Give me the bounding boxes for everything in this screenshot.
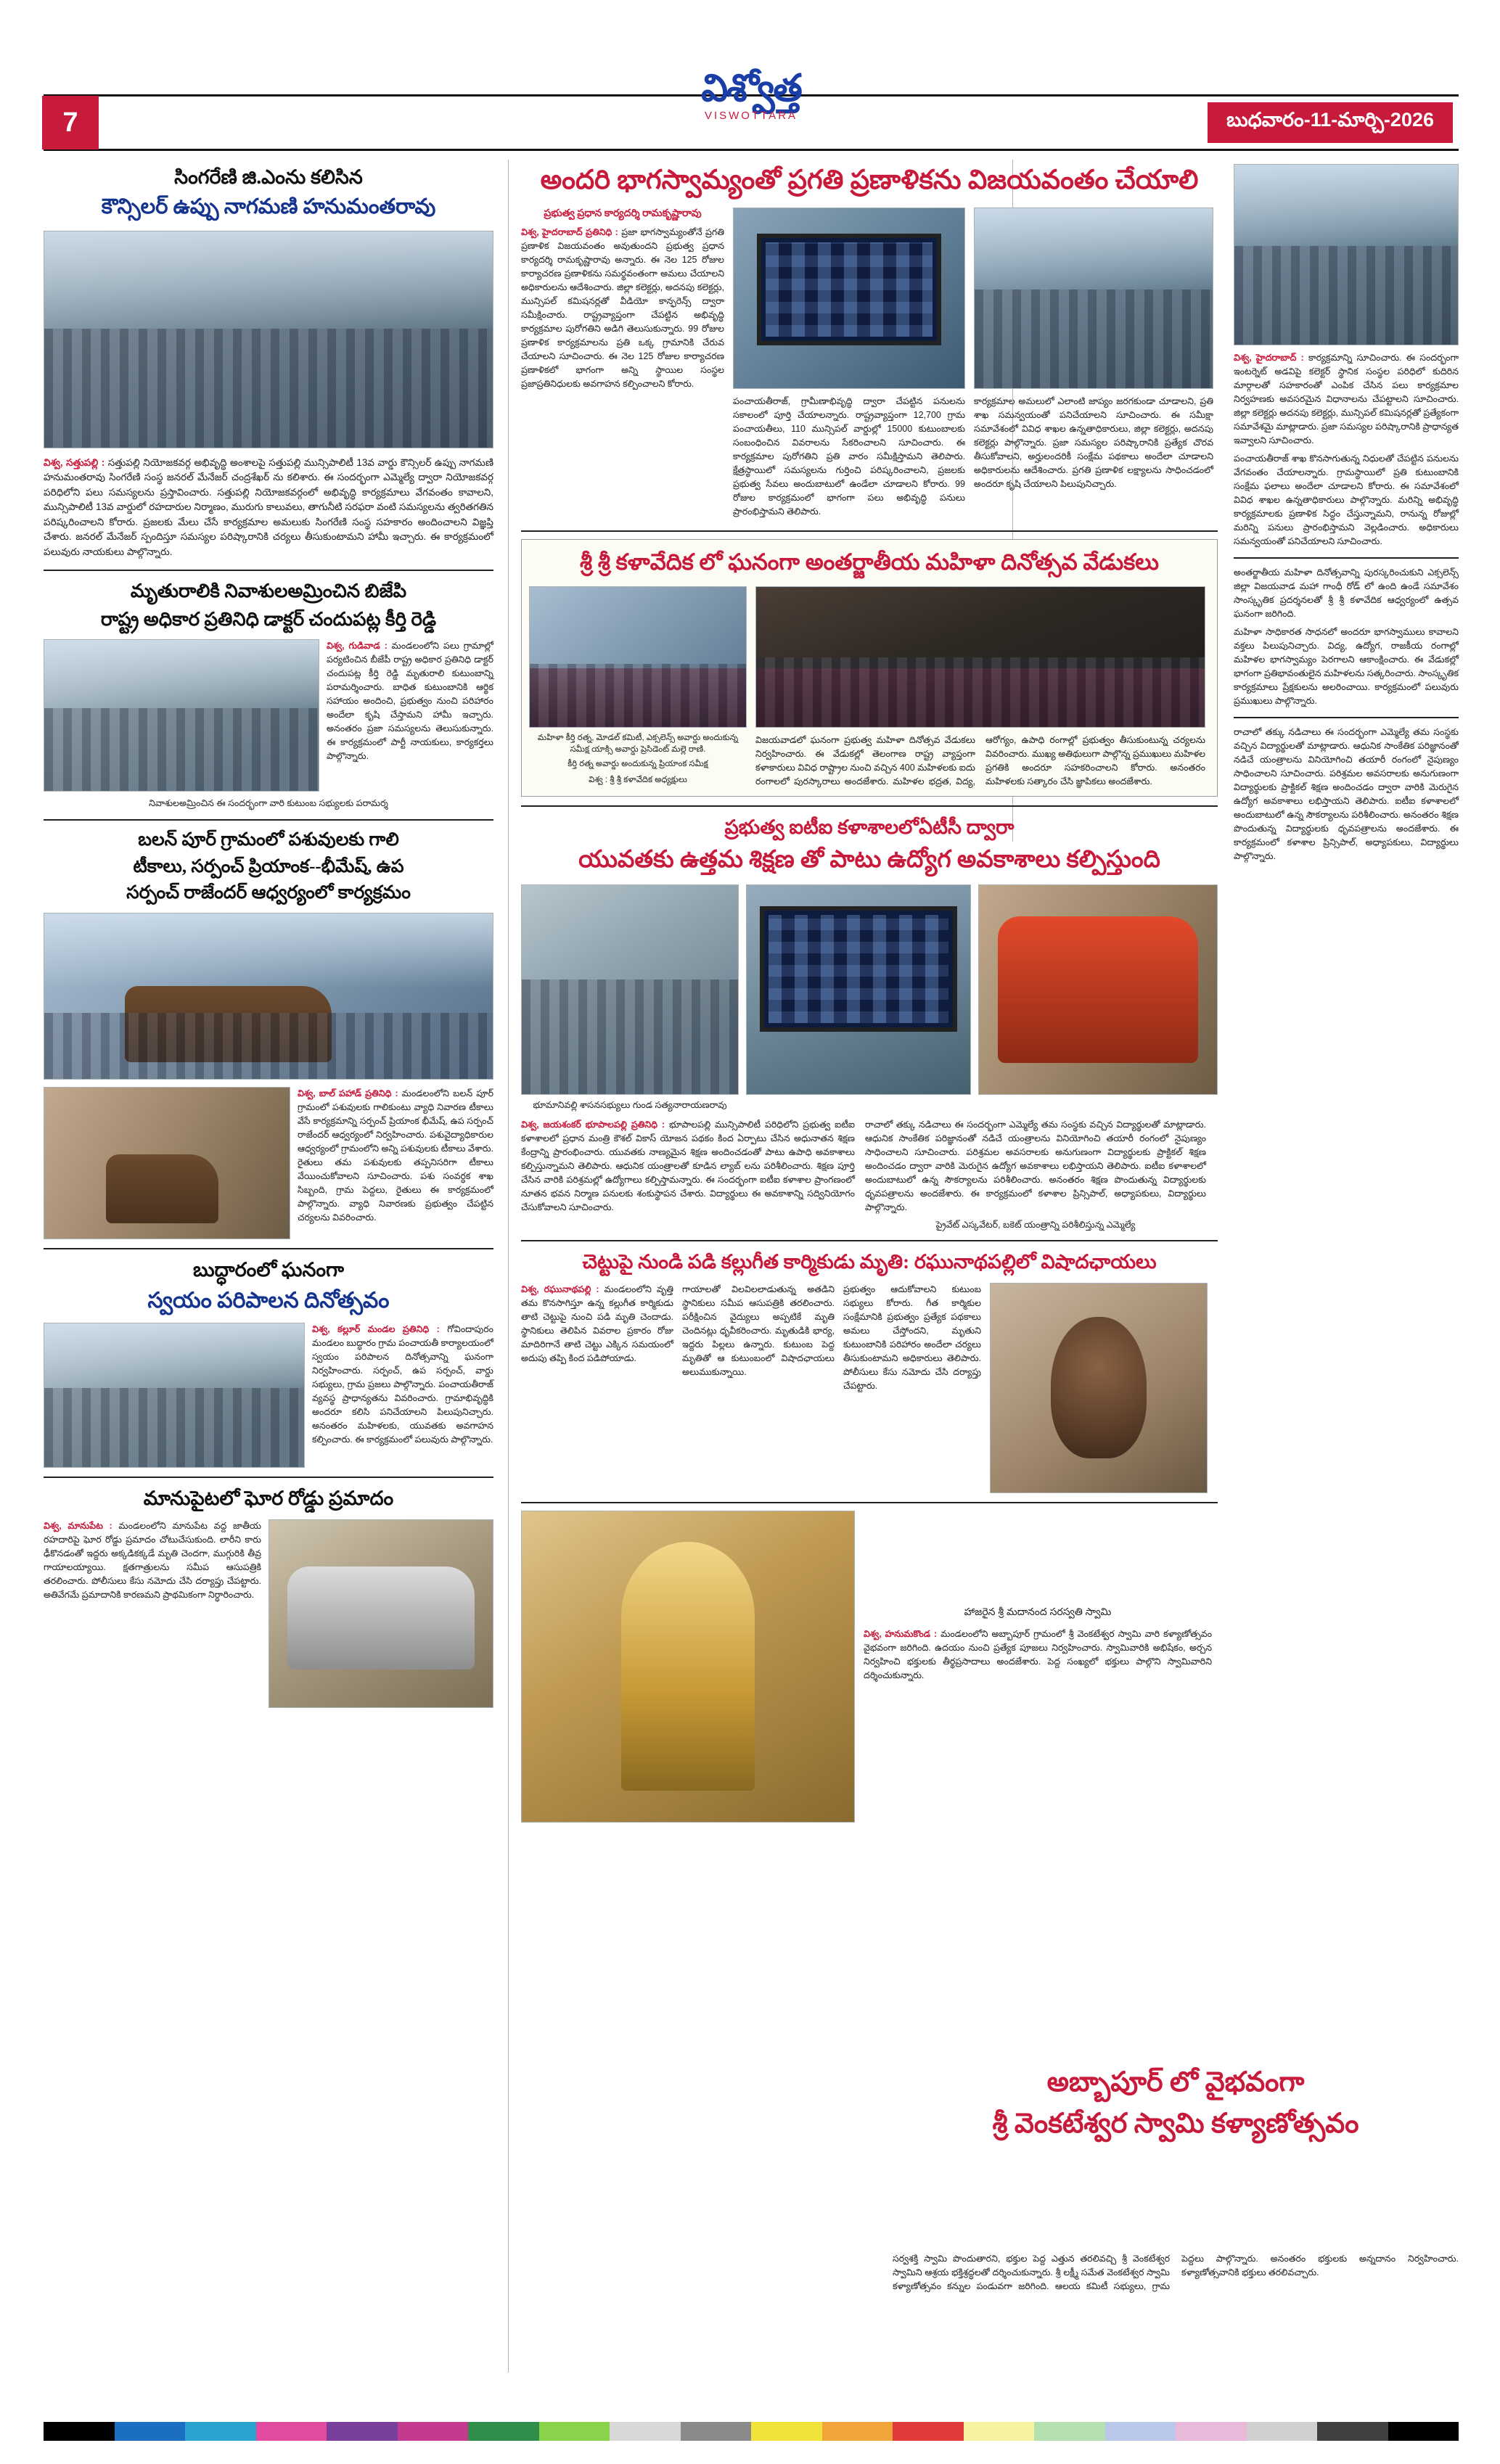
- center-top-col1: ప్రజా భాగస్వామ్యంతోనే ప్రగతి ప్రణాళిక విజయవంతం అవుతుందని ప్రభుత్వ ప్రధాన కార్యదర్శి రామకృష్ణారావు అన్నారు. ఈ నెల 125 రోజుల కార్యాచరణ ప్రణాళికను సమర్థవంతంగా అమలు చేయాలని అధికారులను ఆదేశించారు. జిల్లా కలెక్టర్లు, అదనపు కలెక్టర్లు, మున్సిపల్ కమిషనర్లతో వీడియో కాన్ఫరెన్స్ ద్వారా సమీక్షించారు. రాష్ట్రవ్యాప్తంగా చేపట్టిన అభివృద్ధి కార్యక్రమాల పురోగతిని అడిగి తెలుసుకున్నారు. 99 రోజుల ప్రణాళిక కార్యక్రమాలను ప్రతి ఒక్క గ్రామానికి చేరువ చేయాలని సూచించారు. ఈ నెల 125 రోజుల కార్యాచరణ ప్రణాళికలో భాగంగా అన్ని స్థాయిల సంస్థల ప్రజాప్రతినిధులకు అవగాహన కల్పించాలని కోరారు.: [521, 227, 724, 390]
- iti-kicker: ప్రభుత్వ ఐటీఐ కళాశాలలోఏటీసీ ద్వారా: [724, 816, 1015, 839]
- article-3-dateline: విశ్వ, బాల్ పహాడ్ ప్రతినిధి :: [298, 1088, 398, 1099]
- divider: [521, 805, 1218, 807]
- divider: [521, 1240, 1218, 1241]
- temple-headline-line2: శ్రీ వెంకటేశ్వర స్వామి కళ్యాణోత్సవం: [992, 2108, 1359, 2140]
- article-5-headline: మానుపైటలో ఘోర రోడ్డు ప్రమాదం: [143, 1487, 394, 1510]
- temple-headline-line1: అబ్బాపూర్ లో వైభవంగా: [1046, 2067, 1305, 2098]
- womens-day-photo-1: [529, 586, 747, 728]
- center-top-photo-2: [974, 208, 1213, 389]
- womens-day-caption-1: మహిళా కీర్తి రత్న, మోడల్ కమిటీ, ఎక్సలెన్స్ అవార్డు అందుకున్న సమీక్ష యాక్సి అవార్డు ప్రెసిడెంట్ మల్లె రాణి.: [537, 734, 739, 755]
- article-3-headline-line1: బలన్ పూర్ గ్రామంలో పశువులకు గాలి: [138, 829, 399, 850]
- center-top-col3: కార్యక్రమాల అమలులో ఎలాంటి జాప్యం జరగకుండా చూడాలని, ప్రతి శాఖ సమన్వయంతో పనిచేయాలని సూచించారు. ఈ సమీక్షా సమావేశంలో వివిధ శాఖల ఉన్నతాధికారులు, జిల్లా కలెక్టర్లు, అదనపు కలెక్టర్లు పాల్గొన్నారు. ప్రజా సమస్యల పరిష్కారానికి ప్రత్యేక చొరవ తీసుకోవాలని, అర్హులందరికీ సంక్షేమ పథకాలు అందేలా చూడాలని అధికారులను ఆదేశించారు. ప్రగతి ప్రణాళిక లక్ష్యాలను సాధించడంలో అందరూ కృషి చేయాలని పిలుపునిచ్చారు.: [974, 396, 1213, 490]
- article-self-governance-day: [44, 1257, 493, 1468]
- right-mid-text-1: అంతర్జాతీయ మహిళా దినోత్సవాన్ని పురస్కరించుకుని ఎక్సలెన్స్ జిల్లా విజయవాడ మహా గాంధీ రోడ్ లో ఉంది ఉండే సమావేశం సాంస్కృతిక ప్రదర్శనలతో శ్రీ శ్రీ కళావేదిక ఆధ్వర్యంలో ఉత్సవ ఘనంగా జరిగింది.: [1234, 567, 1459, 619]
- article-road-accident: [44, 1485, 493, 1707]
- article-4-photo: [44, 1323, 305, 1468]
- toddy-photo: [990, 1283, 1208, 1493]
- toddy-col2: గాయాలతో విలవిలలాడుతున్న అతడిని స్థానికులు సమీప ఆసుపత్రికి తరలించారు. పరీక్షించిన వైద్యులు అప్పటికే మృతి చెందినట్లు ధృవీకరించారు. మృతుడికి భార్య, ఇద్దరు పిల్లలు ఉన్నారు. కుటుంబ పెద్ద మృతితో ఆ కుటుంబంలో విషాదఛాయలు అలుముకున్నాయి.: [682, 1284, 835, 1377]
- article-4-dateline: విశ్వ, కల్లూర్ మండల ప్రతినిధి :: [312, 1324, 440, 1335]
- divider: [44, 819, 493, 821]
- center-top-headline: అందరి భాగస్వామ్యంతో ప్రగతి ప్రణాళికను విజయవంతం చేయాలి: [540, 165, 1199, 195]
- newspaper-logo: [701, 70, 801, 122]
- article-3-headline-line2: టీకాలు, సర్పంచ్ ప్రియాంక--భీమేష్, ఉప: [133, 856, 404, 876]
- logo-sub-text: VISWOTTARA: [704, 110, 798, 122]
- right-top-col1: కార్యక్రమాన్ని సూచించారు. ఈ సందర్భంగా ఇంటర్నెట్ అడవిపై కలెక్టర్ స్థానిక సంస్థల పరిధిలో కుదిరిన మార్గాలతో సహకారంతో ఎంపిక చేసిన పలు కార్యక్రమాల నిర్వహణకు అవసరమైన విధానాలను చేపట్టాలని సూచించారు. జిల్లా కలెక్టర్లు అదనపు కలెక్టర్లు, మున్సిపల్ కమిషనర్లతో ప్రత్యేకంగా సమావేశమై మాట్లాడారు. ప్రజా సమస్యల పరిష్కారానికి ప్రాధాన్యత ఇవ్వాలని సూచించారు.: [1234, 353, 1459, 445]
- article-singareni-gm: [44, 164, 493, 559]
- divider: [1234, 557, 1459, 559]
- article-1-photo: [44, 231, 493, 448]
- article-5-photo: [269, 1519, 493, 1708]
- temple-body-left: మండలంలోని అబ్బాపూర్ గ్రామంలో శ్రీ వెంకటేశ్వర స్వామి వారి కళ్యాణోత్సవం వైభవంగా జరిగింది. ఉదయం నుంచి ప్రత్యేక పూజలు నిర్వహించారు. స్వామివారికి అభిషేకం, అర్చన నిర్వహించి భక్తులకు తీర్థప్రసాదాలు అందజేశారు. పెద్ద సంఖ్యలో భక్తులు పాల్గొని స్వామివారిని దర్శించుకున్నారు.: [864, 1629, 1212, 1681]
- temple-swami-caption: హాజరైన శ్రీ మదానంద సరస్వతి స్వామి: [964, 1605, 1112, 1617]
- right-column: [1234, 164, 1459, 863]
- womens-day-byline: విశ్వ : శ్రీ శ్రీ కళావేదిక అధ్యక్షులు: [589, 776, 687, 785]
- left-column: [44, 164, 493, 1708]
- article-4-body: గోవిందాపురం మండలం బుద్ధారం గ్రామ పంచాయతీ కార్యాలయంలో స్వయం పరిపాలన దినోత్సవాన్ని ఘనంగా నిర్వహించారు. సర్పంచ్, ఉప సర్పంచ్, వార్డు సభ్యులు, గ్రామ ప్రజలు పాల్గొన్నారు. పంచాయతీరాజ్ వ్యవస్థ ప్రాధాన్యతను వివరించారు. గ్రామాభివృద్ధికి అందరూ కలిసి పనిచేయాలని పిలుపునిచ్చారు. అనంతరం మహిళలకు, యువతకు అవగాహన కల్పించారు. ఈ కార్యక్రమంలో పలువురు పాల్గొన్నారు.: [312, 1324, 493, 1445]
- divider: [44, 570, 493, 571]
- column-divider-1: [508, 160, 509, 2373]
- temple-dateline: విశ్వ, హనుమకొండ :: [864, 1629, 938, 1640]
- iti-caption-left: భూమానివల్లి శాసనసభ్యులు గుండ సత్యనారాయణరావు: [533, 1100, 727, 1111]
- right-mid-text-2: మహిళా సాధికారత సాధనలో అందరూ భాగస్వాములు కావాలని వక్తలు పిలుపునిచ్చారు. విద్య, ఉద్యోగ, రాజకీయ రంగాల్లో మహిళల భాగస్వామ్యం పెరగాలని ఆకాంక్షించారు. ఈ వేడుకల్లో భాగంగా ప్రతిభావంతులైన మహిళలను సత్కరించారు. సాంస్కృతిక కార్యక్రమాలు ప్రేక్షకులను అలరించాయి. కార్యక్రమంలో పలువురు ప్రముఖులు పాల్గొన్నారు.: [1234, 627, 1459, 706]
- center-top-subhead: ప్రభుత్వ ప్రధాన కార్యదర్శి రామకృష్ణారావు: [544, 208, 702, 220]
- article-3-photo-bottom: [44, 1087, 290, 1239]
- article-5-body: మండలంలోని మానుపేట వద్ద జాతీయ రహదారిపై ఘోర రోడ్డు ప్రమాదం చోటుచేసుకుంది. లారీని కారు ఢీకొనడంతో ఇద్దరు అక్కడికక్కడే మృతి చెందగా, ముగ్గురికి తీవ్ర గాయాలయ్యాయి. క్షతగాత్రులను సమీప ఆసుపత్రికి తరలించారు. పోలీసులు కేసు నమోదు చేసి దర్యాప్తు చేపట్టారు. అతివేగమే ప్రమాదానికి కారణమని ప్రాథమికంగా నిర్ధారించారు.: [44, 1520, 261, 1600]
- right-top-photo: [1234, 164, 1459, 345]
- issue-date: బుధవారం-11-మార్చి-2026: [1208, 102, 1453, 143]
- temple-deity-photo: [521, 1511, 855, 1823]
- womens-day-headline: శ్రీ శ్రీ కళావేదిక లో ఘనంగా అంతర్జాతీయ మహిళా దినోత్సవ వేడుకలు: [580, 549, 1159, 575]
- womens-day-caption-2: కీర్తి రత్న అవార్డు అందుకున్న ప్రియాంక సమీక్ష: [567, 760, 708, 769]
- masthead: [44, 68, 1459, 151]
- article-progress-plan: [521, 164, 1218, 519]
- temple-body-right: సర్వశక్తి స్వామి పొందుతారని, భక్తుల పెద్ద ఎత్తున తరలివచ్చి శ్రీ వెంకటేశ్వర స్వామిని ఆశ్రయ భక్తిశ్రద్ధలతో దర్శించుకున్నారు. శ్రీ లక్ష్మీ సమేత వెంకటేశ్వర స్వామి కళ్యాణోత్సవం కన్నుల పండువగా జరిగింది. ఆలయ కమిటీ సభ్యులు, గ్రామ పెద్దలు పాల్గొన్నారు. అనంతరం భక్తులకు అన్నదానం నిర్వహించారు. కళ్యాణోత్సవానికి భక్తులు తరలివచ్చారు.: [893, 2253, 1459, 2291]
- article-4-headline-line1: బుద్ధారంలో ఘనంగా: [193, 1259, 344, 1281]
- right-top-col2: పంచాయతీరాజ్ శాఖ కొనసాగుతున్న నిధులతో చేపట్టిన పనులను వేగవంతం చేయాలన్నారు. గ్రామస్థాయిలో ప్రతి కుటుంబానికి సంక్షేమ ఫలాలు అందేలా చూడాలని కోరారు. ఈ సమావేశంలో వివిధ శాఖల ఉన్నతాధికారులు పాల్గొన్నారు. మరిన్ని అభివృద్ధి కార్యక్రమాలకు ప్రణాళిక సిద్ధం చేస్తున్నామని, రానున్న రోజుల్లో మరిన్ని పనులు ప్రారంభిస్తామని వెల్లడించారు. అధికారులు సమన్వయంతో పనిచేయాలని సూచించారు.: [1234, 453, 1459, 546]
- article-2-headline-line1: మృతురాలికి నివాశులఅమ్రించిన బిజేపి: [130, 580, 407, 602]
- iti-headline: యువతకు ఉత్తమ శిక్షణ తో పాటు ఉద్యోగ అవకాశాలు కల్పిస్తుంది: [578, 846, 1160, 873]
- article-2-headline-line2: రాష్ట్ర అధికార ప్రతినిధి డాక్టర్ చందుపట్ల కీర్తి రెడ్డి: [100, 609, 437, 631]
- iti-photo-3: [978, 884, 1218, 1095]
- divider: [521, 530, 1218, 532]
- center-top-photo-1: [733, 208, 965, 389]
- article-womens-day: [521, 539, 1218, 797]
- divider: [521, 1502, 1218, 1503]
- iti-photo-1: [521, 884, 739, 1095]
- right-top-dateline: విశ్వ, హైదరాబాద్ :: [1234, 353, 1304, 363]
- article-bjp-relief: [44, 578, 493, 810]
- article-3-headline-line3: సర్పంచ్ రాజేందర్ ఆధ్వర్యంలో కార్యక్రమం: [126, 883, 411, 903]
- divider: [44, 1477, 493, 1478]
- right-iti-overflow: రాచాలో తక్కు నడిచాలు ఈ సందర్భంగా ఎమ్మెల్యే తమ సంస్థకు వచ్చిన విద్యార్థులతో మాట్లాడారు. ఆధునిక సాంకేతిక పరిజ్ఞానంతో నడిచే యంత్రాలను వినియోగించి తయారీ రంగంలో నైపుణ్యం సాధించాలని సూచించారు. పరిశ్రమల అవసరాలకు అనుగుణంగా విద్యార్థులకు ప్రాక్టికల్ శిక్షణ అందించడం ద్వారా వారికి మెరుగైన ఉద్యోగ అవకాశాలు లభిస్తాయని తెలిపారు. ఐటీఐ కళాశాలలో అందుబాటులో ఉన్న సౌకర్యాలను పరిశీలించారు. అనంతరం శిక్షణ పొందుతున్న విద్యార్థులకు ధృవపత్రాలను అందజేశారు. ఈ కార్యక్రమంలో కళాశాల ప్రిన్సిపాల్, అధ్యాపకులు, విద్యార్థులు పాల్గొన్నారు.: [1234, 727, 1459, 861]
- article-2-photo: [44, 639, 319, 792]
- toddy-dateline: విశ్వ, రఘునాథపల్లి :: [521, 1284, 599, 1294]
- temple-photo-block: [521, 1511, 1218, 1823]
- article-1-headline-line1: సింగరేణి జి.ఎంను కలిసిన: [174, 166, 363, 188]
- article-1-dateline: విశ్వ, సత్తుపల్లి :: [44, 456, 105, 468]
- article-2-caption: నివాశులఅమ్రించిన ఈ సందర్భంగా వారి కుటుంబ సభ్యులకు పరామర్శ: [149, 798, 388, 809]
- color-calibration-bar: [44, 2422, 1459, 2441]
- womens-day-photo-2: [755, 586, 1205, 728]
- iti-body-right: రాచాలో తక్కు నడిచాలు ఈ సందర్భంగా ఎమ్మెల్యే తమ సంస్థకు వచ్చిన విద్యార్థులతో మాట్లాడారు. ఆధునిక సాంకేతిక పరిజ్ఞానంతో నడిచే యంత్రాలను వినియోగించి తయారీ రంగంలో నైపుణ్యం సాధించాలని సూచించారు. పరిశ్రమల అవసరాలకు అనుగుణంగా విద్యార్థులకు ప్రాక్టికల్ శిక్షణ అందించడం ద్వారా వారికి మెరుగైన ఉద్యోగ అవకాశాలు లభిస్తాయని తెలిపారు. ఐటీఐ కళాశాలలో అందుబాటులో ఉన్న సౌకర్యాలను పరిశీలించారు. అనంతరం శిక్షణ పొందుతున్న విద్యార్థులకు ధృవపత్రాలను అందజేశారు. ఈ కార్యక్రమంలో కళాశాల ప్రిన్సిపాల్, అధ్యాపకులు, విద్యార్థులు పాల్గొన్నారు.: [865, 1119, 1206, 1212]
- toddy-col3: ప్రభుత్వం ఆదుకోవాలని కుటుంబ సభ్యులు కోరారు. గీత కార్మికుల సంక్షేమానికి ప్రభుత్వం ప్రత్యేక పథకాలు అమలు చేస్తోందని, మృతుని కుటుంబానికి పరిహారం అందేలా చర్యలు తీసుకుంటామని అధికారులు తెలిపారు. పోలీసులు కేసు నమోదు చేసి దర్యాప్తు చేపట్టారు.: [843, 1284, 981, 1391]
- center-column: [521, 164, 1218, 1823]
- iti-photo-2: [746, 884, 971, 1095]
- article-1-headline-line2: కౌన్సిలర్ ఉప్పు నాగమణి హనుమంతరావు: [101, 195, 436, 219]
- iti-dateline: విశ్వ, జయశంకర్ భూపాలపల్లి ప్రతినిధి :: [521, 1119, 665, 1130]
- article-cattle-vaccination: [44, 828, 493, 1239]
- article-3-photo-top: [44, 913, 493, 1080]
- page-number: 7: [42, 96, 99, 149]
- temple-festival-block: [893, 2064, 1459, 2293]
- article-toddy-tapper-death: [521, 1249, 1218, 1492]
- article-2-dateline: విశ్వ, గుడివాడ :: [327, 641, 388, 652]
- toddy-col1: మండలంలోని వృత్తి తమ కొనసాగిస్తూ ఉన్న కల్లుగీత కార్మికుడు తాటి చెట్టుపై నుంచి పడి మృతి చెందాడు. స్థానికులు తెలిపిన వివరాల ప్రకారం రోజు మాదిరిగానే తాటి చెట్టు ఎక్కిన సమయంలో అదుపు తప్పి కింద పడిపోయాడు.: [521, 1284, 673, 1363]
- article-3-body: మండలంలోని బలన్ పూర్ గ్రామంలో పశువులకు గాలికుంటు వ్యాధి నివారణ టీకాలు వేసే కార్యక్రమాన్ని సర్పంచ్ ప్రియాంక భీమేష్, ఉప సర్పంచ్ రాజేందర్ ఆధ్వర్యంలో నిర్వహించారు. పశువైద్యాధికారుల ఆధ్వర్యంలో గ్రామంలోని అన్ని పశువులకు టీకాలు వేశారు. రైతులు తమ పశువులకు తప్పనిసరిగా టీకాలు వేయించుకోవాలని సూచించారు. పశు సంవర్ధక శాఖ సిబ్బంది, గ్రామ పెద్దలు, రైతులు ఈ కార్యక్రమంలో పాల్గొన్నారు. వ్యాధి నివారణకు ప్రభుత్వం చేపట్టిన చర్యలను వివరించారు.: [298, 1088, 493, 1223]
- article-5-dateline: విశ్వ, మానుపేట :: [44, 1520, 112, 1531]
- article-iti-training: [521, 814, 1218, 1231]
- article-4-headline-line2: స్వయం పరిపాలన దినోత్సవం: [147, 1288, 390, 1313]
- center-top-dateline: విశ్వ, హైదరాబాద్ ప్రతినిధి :: [521, 227, 618, 238]
- article-1-body: సత్తుపల్లి నియోజకవర్గ అభివృద్ధి అంశాలపై సత్తుపల్లి మున్సిపాలిటీ 13వ వార్డు కౌన్సిలర్ ఉప్పు నాగమణి హనుమంతరావు సింగరేణి సంస్థ జనరల్ మేనేజర్ చంద్రశేఖర్ ను కలిశారు. ఈ సందర్భంగా ఎమ్మెల్యే ద్వారా నియోజకవర్గ పరిధిలోని పలు సమస్యలను ప్రస్తావించారు. సత్తుపల్లి నియోజకవర్గంలో అభివృద్ధి కార్యక్రమాలు వేగవంతం కావాలని, మున్సిపాలిటీ 13వ వార్డులో రహదారుల నిర్మాణం, మురుగు కాలువలు, తాగునీటి సరఫరా వంటి సమస్యలను త్వరితగతిన పరిష్కరించాలని కోరారు. ప్రజలకు మేలు చేసే కార్యక్రమాల అమలుకు సింగరేణి సంస్థ సహకారం అందించాలని విజ్ఞప్తి చేశారు. జనరల్ మేనేజర్ స్పందిస్తూ సమస్యల పరిష్కారానికి చర్యలు తీసుకుంటామని హామీ ఇచ్చారు. ఈ కార్యక్రమంలో పలువురు నాయకులు పాల్గొన్నారు.: [44, 456, 493, 557]
- center-top-col2: పంచాయతీరాజ్, గ్రామీణాభివృద్ధి ద్వారా చేపట్టిన పనులను సకాలంలో పూర్తి చేయాలన్నారు. రాష్ట్రవ్యాప్తంగా 12,700 గ్రామ పంచాయతీలు, 110 మున్సిపల్ వార్డుల్లో 15000 కుటుంబాలకు సంబంధించిన వివరాలను సేకరించాలని సూచించారు. ఈ కార్యక్రమాల పురోగతిని ప్రతి వారం సమీక్షిస్తామని తెలిపారు. క్షేత్రస్థాయిలో సమస్యలను గుర్తించి పరిష్కరించాలని, ప్రజలకు ప్రభుత్వ సేవలు అందుబాటులో ఉండేలా చూడాలని కోరారు. 99 రోజుల కార్యక్రమంలో భాగంగా పలు అభివృద్ధి పనులు ప్రారంభిస్తామని తెలిపారు.: [733, 396, 965, 517]
- divider: [1234, 717, 1459, 718]
- womens-day-body: విజయవాడలో ఘనంగా ప్రభుత్వ మహిళా దినోత్సవ వేడుకలు నిర్వహించారు. ఈ వేడుకల్లో తెలంగాణ రాష్ట్ర వ్యాప్తంగా కళాకారులు వివిధ రాష్ట్రాల నుంచి వచ్చిన 400 మహిళలకు ఐదు రంగాలలో పురస్కారాలు అందజేశారు. మహిళల భద్రత, విద్య, ఆరోగ్యం, ఉపాధి రంగాల్లో ప్రభుత్వం తీసుకుంటున్న చర్యలను వివరించారు. ముఖ్య అతిథులుగా పాల్గొన్న ప్రముఖులు మహిళల ప్రగతికి అందరూ సహకరించాలని కోరారు. అనంతరం మహిళలకు సత్కారం చేసి జ్ఞాపికలు అందజేశారు.: [755, 735, 1205, 787]
- toddy-headline: చెట్టుపై నుండి పడి కల్లుగీత కార్మికుడు మృతి: రఘునాథపల్లిలో విషాదఛాయలు: [582, 1251, 1157, 1273]
- article-2-body: మండలంలోని పలు గ్రామాల్లో పర్యటించిన బీజేపీ రాష్ట్ర అధికార ప్రతినిధి డాక్టర్ చందుపట్ల కీర్తి రెడ్డి మృతురాలి కుటుంబాన్ని పరామర్శించారు. బాధిత కుటుంబానికి ఆర్థిక సహాయం అందించి, ప్రభుత్వం నుంచి పరిహారం అందేలా కృషి చేస్తామని హామీ ఇచ్చారు. అనంతరం ప్రజా సమస్యలను తెలుసుకున్నారు. ఈ కార్యక్రమంలో పార్టీ నాయకులు, కార్యకర్తలు పాల్గొన్నారు.: [327, 641, 493, 762]
- iti-caption-right: ప్రైవేట్ ఎస్కవేటర్, బకెట్ యంత్రాన్ని పరిశీలిస్తున్న ఎమ్మెల్యే: [935, 1219, 1136, 1230]
- divider: [44, 1248, 493, 1249]
- logo-main-text: విశ్వోత్త: [701, 68, 801, 110]
- iti-body-left: భూపాలపల్లి మున్సిపాలిటీ పరిధిలోని ప్రభుత్వ ఐటీఐ కళాశాలలో ప్రధాన మంత్రి కౌశల్ వికాస్ యోజన పథకం కింద ఏర్పాటు చేసిన అధునాతన శిక్షణ కేంద్రాన్ని ప్రారంభించారు. యువతకు నాణ్యమైన శిక్షణ అందించడంతో పాటు ఉపాధి అవకాశాలు కల్పిస్తున్నామని తెలిపారు. ఆధునిక యంత్రాలతో కూడిన ల్యాబ్ లను పరిశీలించారు. శిక్షణ పూర్తి చేసిన వారికి పరిశ్రమల్లో ఉద్యోగాలు కల్పిస్తామన్నారు. ఈ సందర్భంగా ఐటీఐ కళాశాల ప్రాంగణంలో నూతన భవన నిర్మాణ పనులకు శంకుస్థాపన చేశారు. విద్యార్థులు ఈ అవకాశాన్ని సద్వినియోగం చేసుకోవాలని సూచించారు.: [521, 1119, 855, 1212]
